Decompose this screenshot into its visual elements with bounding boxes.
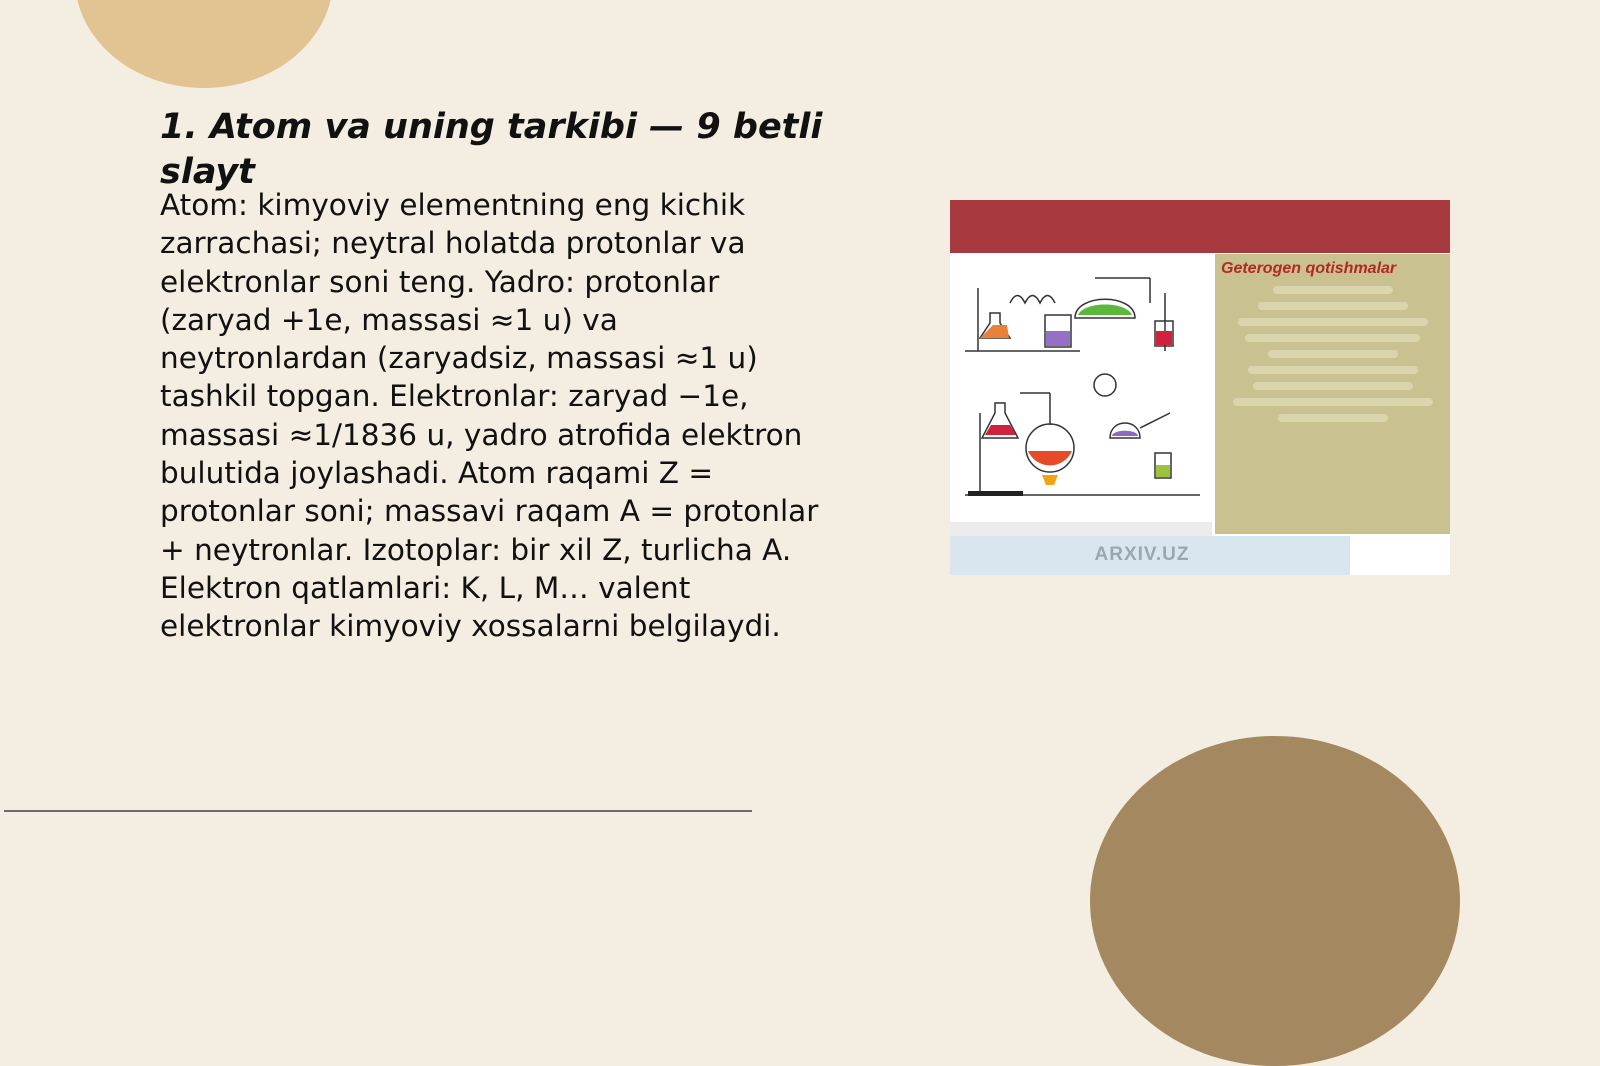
image-watermark: ARXIV.UZ	[1094, 544, 1190, 565]
blurred-text-line	[1258, 302, 1408, 310]
slide-image	[950, 200, 1450, 575]
decorative-circle-top	[75, 0, 333, 88]
blurred-text-line	[1253, 382, 1413, 390]
blurred-text-line	[1278, 414, 1388, 422]
slide-title: 1. Atom va uning tarkibi — 9 betli slayt	[160, 107, 823, 192]
blurred-text-line	[1233, 398, 1433, 406]
image-banner	[950, 200, 1450, 253]
divider-line	[4, 810, 752, 812]
blurred-text-line	[1273, 286, 1393, 294]
blurred-text-line	[1245, 334, 1420, 342]
image-panel-heading: Geterogen qotishmalar	[1221, 260, 1397, 277]
blurred-text-line	[1248, 366, 1418, 374]
blurred-text-line	[1238, 318, 1428, 326]
lab-apparatus-illustration	[950, 253, 1212, 520]
slide-body-text: Atom: kimyoviy elementning eng kichik zarrachasi; neytral holatda protonlar va elektronlar soni teng. Yadro: protonlar (zaryad +1e, massasi ≈1 u) va neytronlardan (zaryadsiz, massasi ≈1 u) tashkil topgan. Elektronlar: zaryad −1e, massasi ≈1/1836 u, yadro atrofida elektron bulutida joylashadi. Atom raqami Z = protonlar soni; massavi raqam A = protonlar + neytronlar. Izotoplar: bir xil Z, turlicha A. Elektron qatlamlari: K, L, M… valent elektronlar kimyoviy xossalarni belgilaydi.	[160, 188, 819, 644]
blurred-text-line	[1268, 350, 1398, 358]
image-text-panel	[1215, 254, 1450, 534]
decorative-circle-bottom	[1090, 736, 1460, 1066]
image-footer-bar	[950, 522, 1212, 536]
